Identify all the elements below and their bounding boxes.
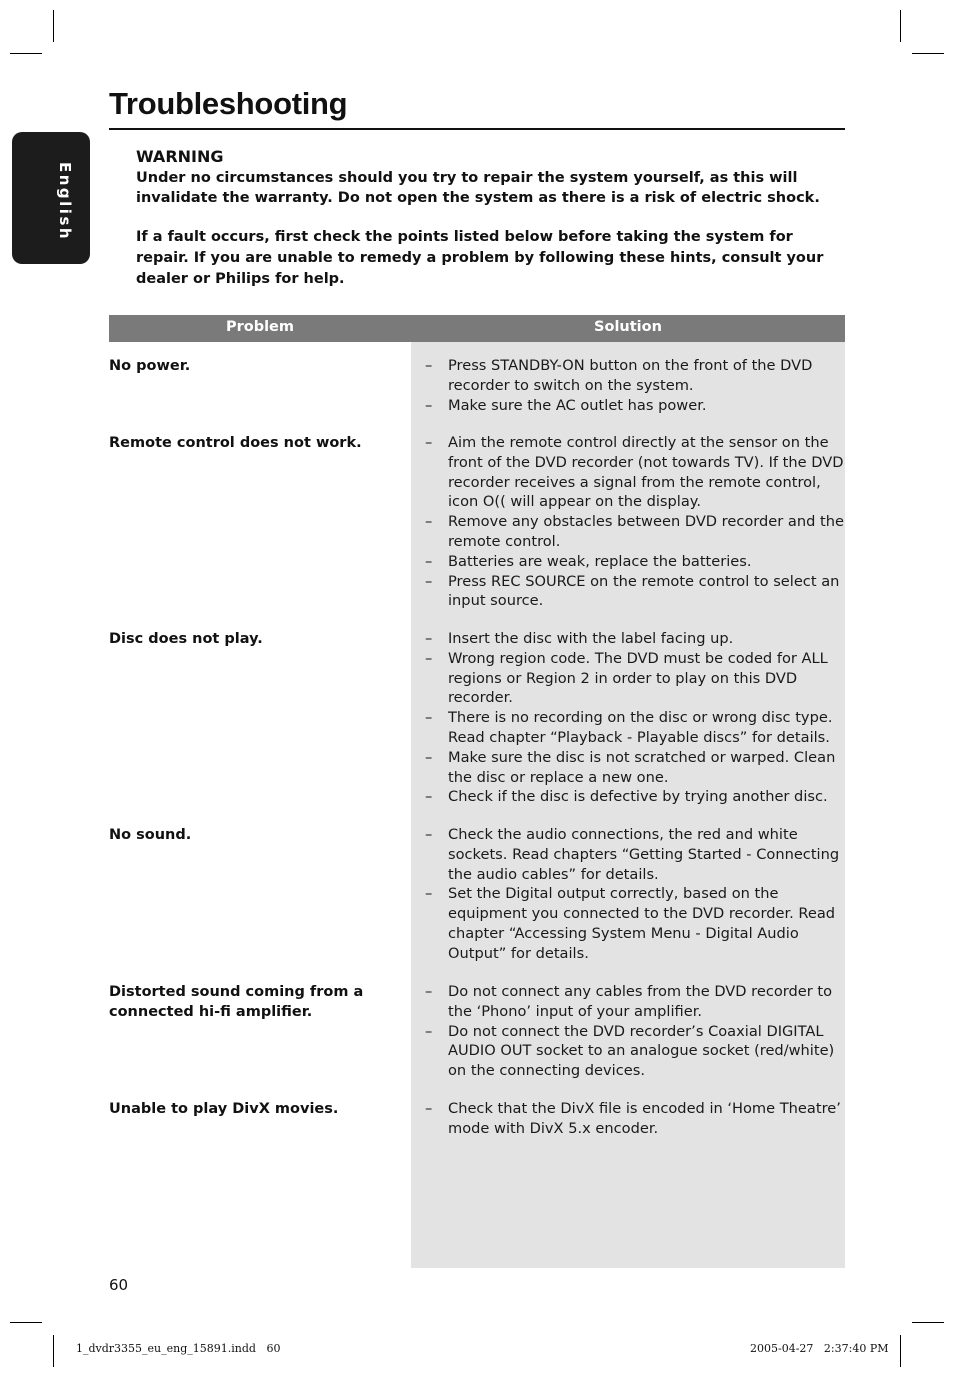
solution-item: – Do not connect the DVD recorder’s Coaxial DIGITAL AUDIO OUT socket to an analogue socket (red/white) on the connecting devices. <box>425 1022 845 1081</box>
column-header-solution: Solution <box>594 319 662 335</box>
footer-filename: 1_dvdr3355_eu_eng_15891.indd 60 <box>76 1342 281 1355</box>
intro-text: If a fault occurs, first check the points listed below before taking the system for repair. If you are unable to remedy a problem by following these hints, consult your dealer or Philips for help. <box>136 229 824 287</box>
solution-list <box>425 825 845 964</box>
crop-mark <box>912 1322 944 1323</box>
crop-mark <box>53 10 54 42</box>
solution-item: – Make sure the AC outlet has power. <box>425 396 845 416</box>
solution-item: – Check the audio connections, the red and white sockets. Read chapters “Getting Started - Connecting the audio cables” for details. <box>425 825 845 884</box>
crop-mark <box>10 1322 42 1323</box>
crop-mark <box>900 1335 901 1367</box>
solution-item: – Wrong region code. The DVD must be coded for ALL regions or Region 2 in order to play on this DVD recorder. <box>425 649 845 708</box>
solution-item: – Set the Digital output correctly, based on the equipment you connected to the DVD recorder. Read chapter “Accessing System Menu - Digital Audio Output” for details. <box>425 884 845 963</box>
problem-text: Unable to play DivX movies. <box>109 1101 339 1117</box>
solution-list <box>425 356 845 415</box>
problem-text: No sound. <box>109 827 192 843</box>
solution-item: – Press REC SOURCE on the remote control to select an input source. <box>425 572 845 612</box>
problem-text: Remote control does not work. <box>109 435 362 451</box>
solution-list <box>425 629 845 807</box>
solution-list <box>425 1099 845 1139</box>
column-header-problem: Problem <box>225 319 295 335</box>
title-divider <box>109 128 845 130</box>
solution-item: – Insert the disc with the label facing up. <box>425 629 845 649</box>
problem-text: Disc does not play. <box>109 631 263 647</box>
table-header <box>109 315 845 342</box>
solution-list <box>425 433 845 611</box>
solution-item: – Press STANDBY-ON button on the front of the DVD recorder to switch on the system. <box>425 356 845 396</box>
solution-item: – There is no recording on the disc or wrong disc type. Read chapter “Playback - Playable discs” for details. <box>425 708 845 748</box>
crop-mark <box>900 10 901 42</box>
language-tab-label: English <box>56 162 74 242</box>
crop-mark <box>912 53 944 54</box>
problem-text: No power. <box>109 358 191 374</box>
solution-item: – Check if the disc is defective by trying another disc. <box>425 787 845 807</box>
solution-item: – Check that the DivX file is encoded in ‘Home Theatre’ mode with DivX 5.x encoder. <box>425 1099 845 1139</box>
solution-list <box>425 982 845 1081</box>
solution-item: – Aim the remote control directly at the sensor on the front of the DVD recorder (not towards TV). If the DVD recorder receives a signal from the remote control, icon O(( will appear on the display. <box>425 433 845 512</box>
problem-text: Distorted sound coming from a connected hi-fi amplifier. <box>109 984 364 1020</box>
warning-text: Under no circumstances should you try to repair the system yourself, as this will invalidate the warranty. Do not open the system as there is a risk of electric shock. <box>136 170 820 206</box>
crop-mark <box>53 1335 54 1367</box>
page-title: Troubleshooting <box>109 86 348 121</box>
solution-item: – Remove any obstacles between DVD recorder and the remote control. <box>425 512 845 552</box>
solution-item: – Make sure the disc is not scratched or warped. Clean the disc or replace a new one. <box>425 748 845 788</box>
language-tab <box>12 132 90 264</box>
warning-heading: WARNING <box>136 147 224 166</box>
solution-item: – Do not connect any cables from the DVD recorder to the ‘Phono’ input of your amplifier. <box>425 982 845 1022</box>
footer-timestamp: 2005-04-27 2:37:40 PM <box>750 1342 889 1355</box>
crop-mark <box>10 53 42 54</box>
page-number: 60 <box>109 1276 129 1294</box>
solution-item: – Batteries are weak, replace the batteries. <box>425 552 845 572</box>
